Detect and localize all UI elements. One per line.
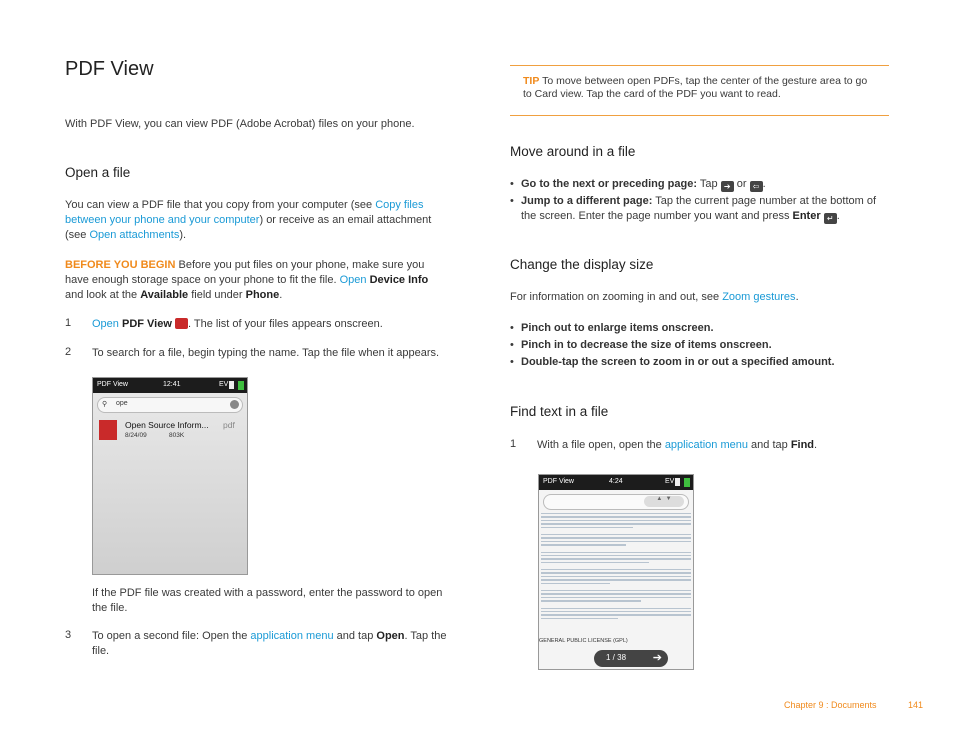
before-you-begin-paragraph [65, 258, 445, 303]
network-indicator: EV [665, 478, 675, 485]
network-indicator: EV [219, 381, 229, 388]
text: and tap [747, 439, 791, 451]
step-number: 1 [65, 317, 72, 329]
bullet: • [510, 195, 514, 207]
file-name: Open Source Inform... [125, 420, 209, 430]
find-label: Find [790, 439, 815, 451]
text: Double-tap the screen to zoom in or out a specified amount. [521, 356, 835, 368]
find-field[interactable] [543, 494, 689, 510]
available-label: Available [140, 289, 189, 301]
before-you-begin-label: BEFORE YOU BEGIN [65, 259, 176, 271]
text: Pinch out to enlarge items onscreen. [521, 322, 714, 334]
step-2: To search for a file, begin typing the name. Tap the file when it appears. [92, 347, 440, 359]
bullet: • [510, 339, 514, 351]
open-link[interactable]: Open [339, 274, 367, 286]
status-bar [93, 378, 247, 393]
text: ) or receive as an email attachment (see [65, 214, 432, 241]
text: and tap [333, 630, 377, 642]
application-menu-link[interactable]: application menu [250, 630, 334, 642]
text: . [836, 210, 840, 222]
application-menu-link[interactable]: application menu [664, 439, 748, 451]
bullet: • [510, 178, 514, 190]
text: Jump to a different page: [521, 195, 653, 207]
text: Tap the current page number at the bottom of the screen. Enter the page number you want and press [521, 195, 877, 222]
find-next-icon[interactable]: ▼ [665, 496, 672, 502]
text: To move between open PDFs, tap the center of the gesture area to go to Card view. Tap the card of the PDF you want to read. [523, 75, 868, 100]
find-prev-icon[interactable]: ▲ [656, 496, 663, 502]
text: Before you put files on your phone, make sure you have enough storage space on your phone to fit the file. [65, 259, 425, 286]
text: . Tap the file. [92, 630, 447, 657]
pdf-list-screenshot [92, 377, 248, 575]
text: or [733, 178, 750, 190]
open-file-heading: Open a file [65, 165, 131, 180]
search-field[interactable] [97, 397, 243, 413]
bullet: • [510, 322, 514, 334]
file-extension: pdf [223, 420, 235, 430]
find-step-1 [537, 438, 887, 453]
text: . [814, 439, 818, 451]
find-text-heading: Find text in a file [510, 404, 609, 419]
step-number: 2 [65, 346, 72, 358]
list-item [510, 338, 890, 353]
document-heading: GENERAL PUBLIC LICENSE (GPL) [539, 638, 628, 644]
enter-key-icon: ↵ [824, 213, 837, 224]
file-size: 803K [169, 432, 185, 439]
pdf-view-label: PDF View [121, 318, 172, 330]
clock: 12:41 [163, 381, 181, 388]
text: . [279, 289, 283, 301]
signal-icon [675, 478, 680, 486]
page-number: 141 [908, 700, 924, 710]
search-text: ope [116, 400, 128, 407]
battery-icon [684, 478, 690, 487]
page-indicator[interactable] [594, 650, 668, 667]
zoom-gestures-link[interactable]: Zoom gestures [722, 291, 796, 303]
app-name: PDF View [97, 381, 128, 388]
open-attachments-link[interactable]: Open attachments [89, 229, 180, 241]
text: . The list of your files appears onscreen. [187, 318, 383, 330]
open-link[interactable]: Open [92, 318, 119, 330]
next-page-icon[interactable]: ➔ [652, 652, 662, 664]
text: With a file open, open the [537, 439, 665, 451]
list-item [510, 321, 890, 336]
password-note: If the PDF file was created with a password, enter the password to open the file. [92, 587, 443, 614]
step-1 [92, 317, 452, 332]
display-size-paragraph [510, 290, 890, 305]
text: . [762, 178, 766, 190]
pdf-find-screenshot [538, 474, 694, 670]
pdf-file-icon [99, 420, 117, 440]
pdf-view-app-icon [175, 318, 188, 329]
text: To open a second file: Open the [92, 630, 251, 642]
text: field under [188, 289, 246, 301]
find-nav-buttons[interactable] [644, 496, 684, 507]
phone-label: Phone [245, 289, 280, 301]
enter-label: Enter [792, 210, 821, 222]
tip-text [523, 75, 878, 101]
step-number: 1 [510, 438, 517, 450]
battery-icon [238, 381, 244, 390]
signal-icon [229, 381, 234, 389]
text: You can view a PDF file that you copy from your computer (see [65, 199, 376, 211]
copy-files-link[interactable]: Copy files between your phone and your computer [65, 199, 424, 226]
footer-chapter: Chapter 9 : Documents [784, 700, 877, 710]
app-name: PDF View [543, 478, 574, 485]
step-number: 3 [65, 629, 72, 641]
search-icon: ⚲ [102, 401, 108, 408]
text: Pinch in to decrease the size of items onscreen. [521, 339, 772, 351]
text: and look at the [65, 289, 141, 301]
file-date: 8/24/09 [125, 432, 147, 439]
tip-label: TIP [523, 75, 540, 87]
clear-icon[interactable] [230, 400, 239, 409]
text: Tap [697, 178, 721, 190]
display-size-heading: Change the display size [510, 257, 654, 272]
page-number: 1 / 38 [606, 653, 627, 662]
clock: 4:24 [609, 478, 623, 485]
text: Go to the next or preceding page: [521, 178, 698, 190]
open-file-paragraph [65, 198, 445, 243]
move-heading: Move around in a file [510, 144, 636, 159]
text: . [795, 291, 799, 303]
document-text [539, 511, 693, 621]
list-item [510, 355, 890, 370]
open-label: Open [376, 630, 405, 642]
device-info-label: Device Info [369, 274, 429, 286]
list-item [510, 177, 890, 192]
bullet: • [510, 356, 514, 368]
text: For information on zooming in and out, see [510, 291, 723, 303]
intro-text: With PDF View, you can view PDF (Adobe Acrobat) files on your phone. [65, 118, 415, 130]
next-arrow-icon: ➔ [721, 181, 734, 192]
file-list-item[interactable] [99, 420, 241, 446]
page-title: PDF View [65, 58, 154, 80]
tip-box [510, 65, 889, 116]
status-bar [539, 475, 693, 490]
list-item [510, 194, 890, 224]
step-3 [92, 629, 447, 659]
back-arrow-icon: ⇦ [750, 181, 763, 192]
text: ). [179, 229, 187, 241]
